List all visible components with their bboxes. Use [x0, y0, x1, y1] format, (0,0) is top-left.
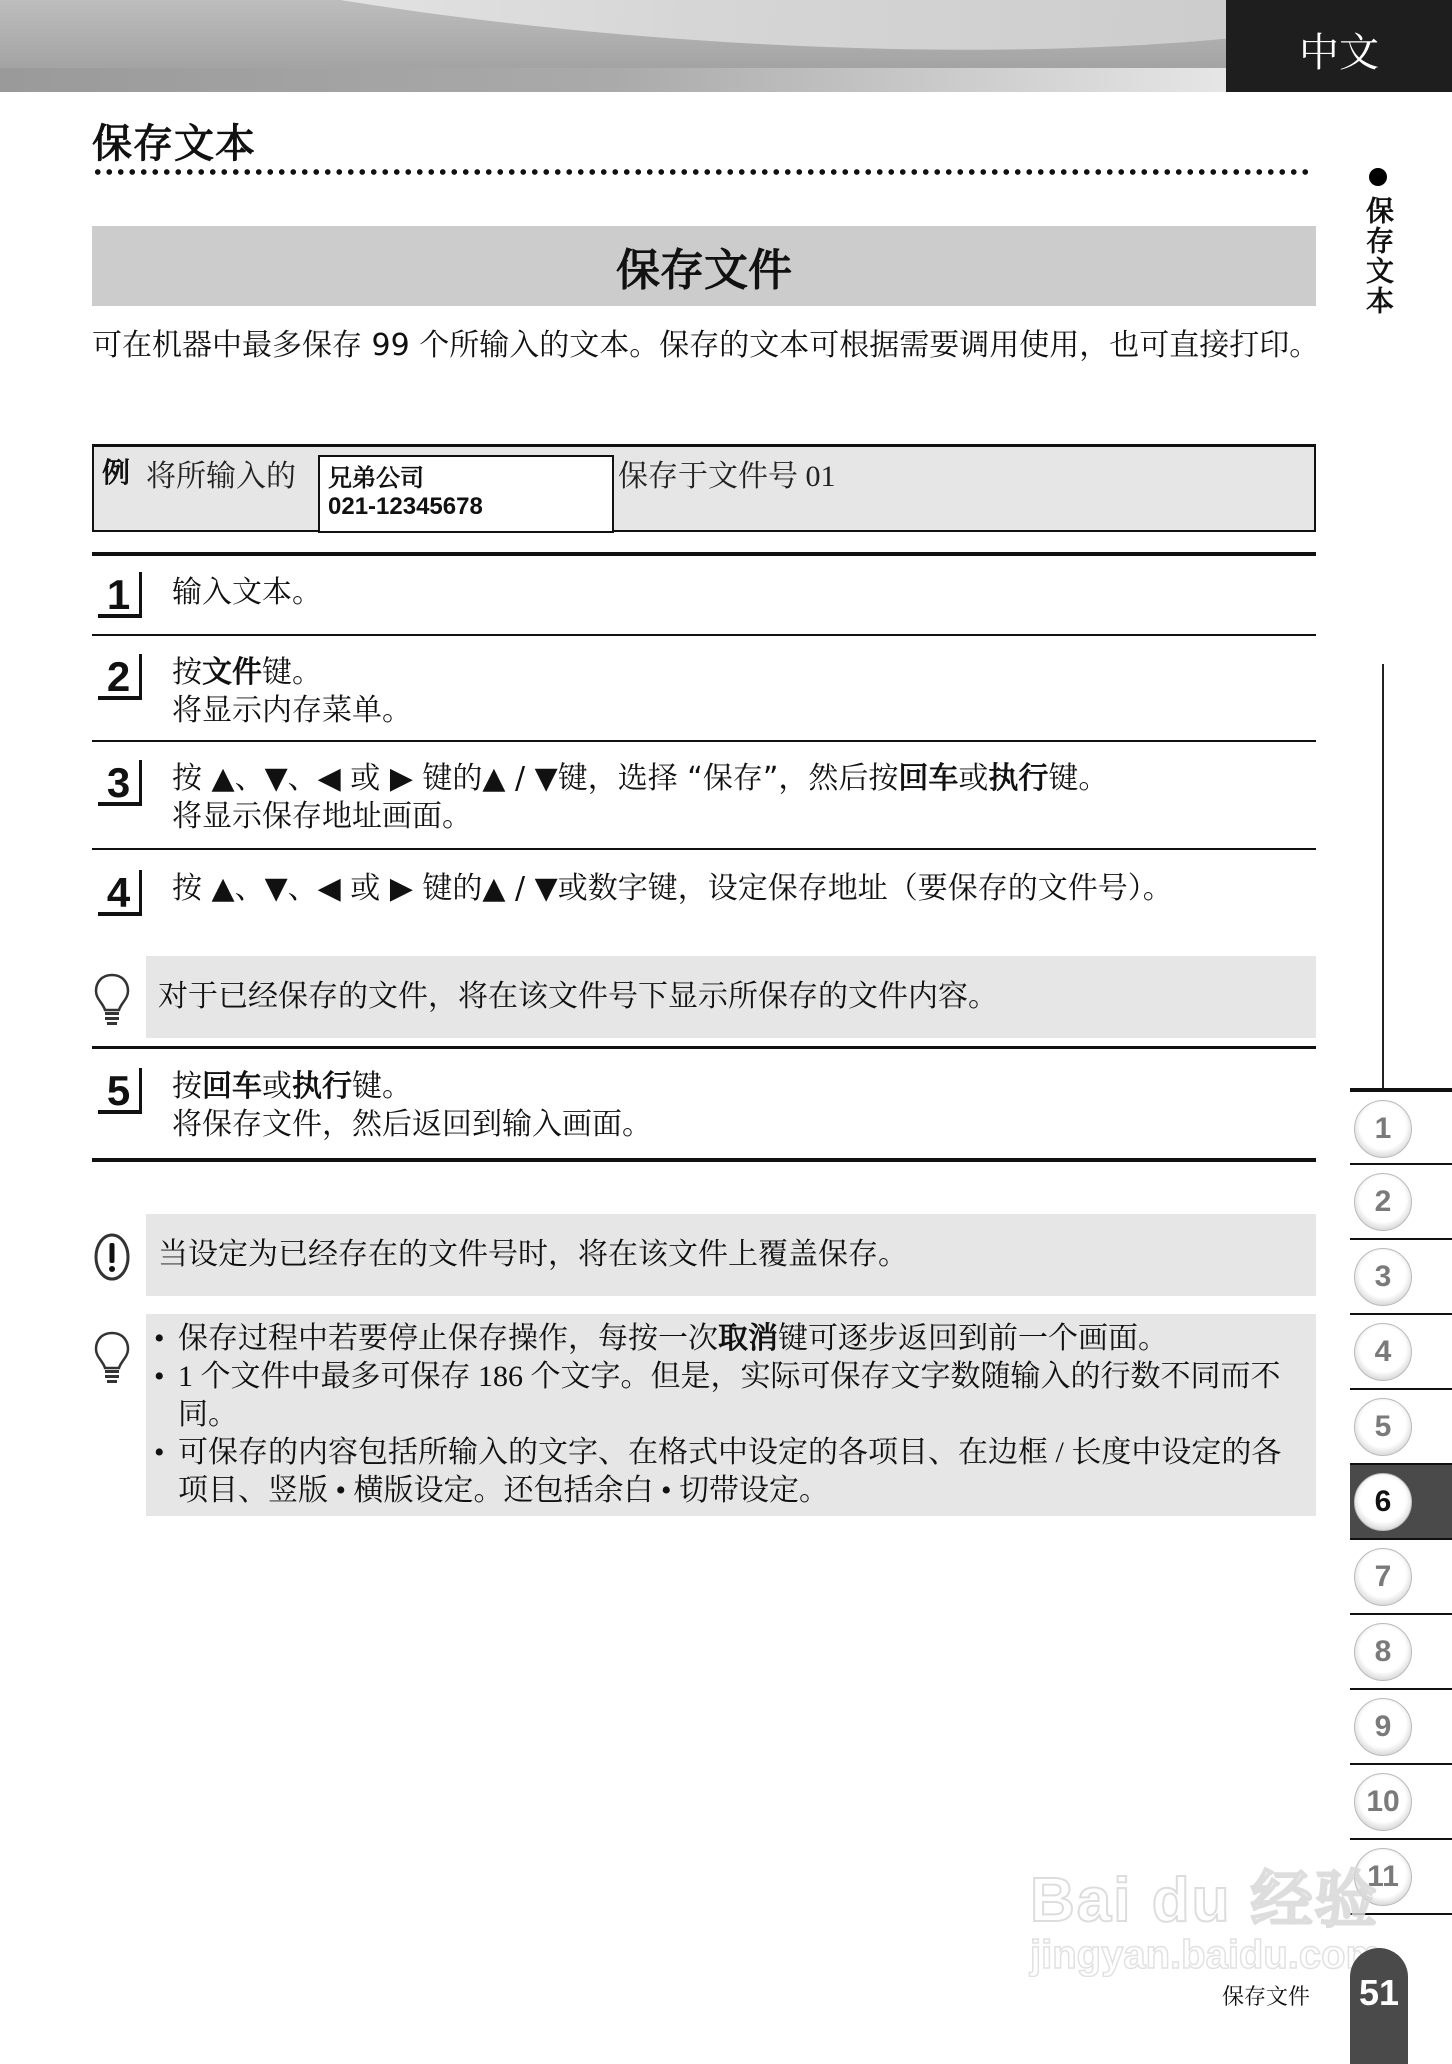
rule	[92, 848, 1316, 850]
hint-item: • 1 个文件中最多可保存 186 个文字。但是，实际可保存文字数随输入的行数不同而不同。	[146, 1358, 1308, 1434]
step-text: 按文件键。 将显示内存菜单。	[172, 655, 412, 728]
example-suffix: 保存于文件号 01	[618, 460, 836, 493]
step-number: 2	[98, 654, 142, 700]
example-prefix: 将所输入的	[146, 460, 296, 493]
intro-paragraph: 可在机器中最多保存 99 个所输入的文本。保存的文本可根据需要调用使用，也可直接打印。	[92, 328, 1320, 363]
lightbulb-icon	[92, 1330, 132, 1384]
sidebar-vertical-line	[1382, 664, 1384, 1088]
page-number: 51	[1358, 1972, 1400, 2013]
header-lower	[0, 68, 1226, 92]
chapter-tab-5[interactable]: 5	[1350, 1388, 1452, 1463]
chapter-tab-2[interactable]: 2	[1350, 1163, 1452, 1238]
hint-item: • 保存过程中若要停止保存操作，每按一次取消键可逐步返回到前一个画面。	[146, 1320, 1308, 1358]
watermark: Bai du 经验 jingyan.baidu.com	[1030, 1866, 1382, 1977]
page-banner	[92, 226, 1316, 306]
side-title	[1358, 168, 1398, 316]
hint-note-1: 对于已经保存的文件，将在该文件号下显示所保存的文件内容。	[146, 956, 1316, 1038]
rule	[92, 740, 1316, 742]
chapter-tab-10[interactable]: 10	[1350, 1763, 1452, 1838]
section-title: 保存文本	[92, 121, 256, 167]
step-number: 1	[98, 572, 142, 618]
lightbulb-icon	[92, 972, 132, 1026]
step-number: 5	[98, 1068, 142, 1114]
step-text: 按回车或执行键。 将保存文件，然后返回到输入画面。	[172, 1069, 652, 1142]
example-label: 例	[102, 456, 131, 489]
rule	[92, 1046, 1316, 1049]
hint-item: • 可保存的内容包括所输入的文字、在格式中设定的各项目、在边框 / 长度中设定的各项目、竖版 • 横版设定。还包括余白 • 切带设定。	[146, 1434, 1308, 1510]
chapter-tabs	[1350, 1088, 1452, 1915]
example-box	[92, 444, 1316, 532]
example-label-preview	[318, 455, 614, 533]
side-title-text: 保存文本	[1362, 196, 1395, 316]
step-text: 按 ▲、▼、◀ 或 ▶ 键的▲ / ▼键，选择 “保存”，然后按回车或执行键。 将显示保存地址画面。	[172, 761, 1109, 834]
language-tab: 中文	[1226, 0, 1452, 92]
caution-note: 当设定为已经存在的文件号时，将在该文件上覆盖保存。	[146, 1214, 1316, 1296]
rule	[1350, 1913, 1452, 1915]
chapter-tab-9[interactable]: 9	[1350, 1688, 1452, 1763]
step-text: 输入文本。	[172, 575, 322, 610]
hint-note-2	[146, 1314, 1316, 1516]
step-text: 按 ▲、▼、◀ 或 ▶ 键的▲ / ▼或数字键，设定保存地址（要保存的文件号）。	[172, 871, 1173, 906]
header-band	[0, 0, 1226, 92]
chapter-tab-6[interactable]: 6	[1350, 1463, 1452, 1538]
chapter-tab-8[interactable]: 8	[1350, 1613, 1452, 1688]
page-number-tab	[1350, 1948, 1408, 2064]
example-line2: 021-12345678	[328, 493, 483, 520]
rule	[92, 552, 1316, 556]
caution-icon	[92, 1230, 132, 1284]
step-number: 4	[98, 870, 142, 916]
chapter-tab-3[interactable]: 3	[1350, 1238, 1452, 1313]
chapter-tab-7[interactable]: 7	[1350, 1538, 1452, 1613]
banner-title: 保存文件	[616, 245, 792, 296]
example-line1: 兄弟公司	[328, 465, 424, 492]
rule	[92, 634, 1316, 636]
hint-list	[146, 1320, 1308, 1510]
chapter-tab-4[interactable]: 4	[1350, 1313, 1452, 1388]
chapter-tab-1[interactable]: 1	[1350, 1088, 1452, 1163]
rule	[92, 1158, 1316, 1162]
dotted-divider	[92, 168, 1314, 176]
bullet-icon	[1369, 168, 1387, 186]
footer-section-label: 保存文件	[1222, 1985, 1311, 2010]
chapter-tab-11[interactable]: 11	[1350, 1838, 1452, 1913]
step-number: 3	[98, 760, 142, 806]
